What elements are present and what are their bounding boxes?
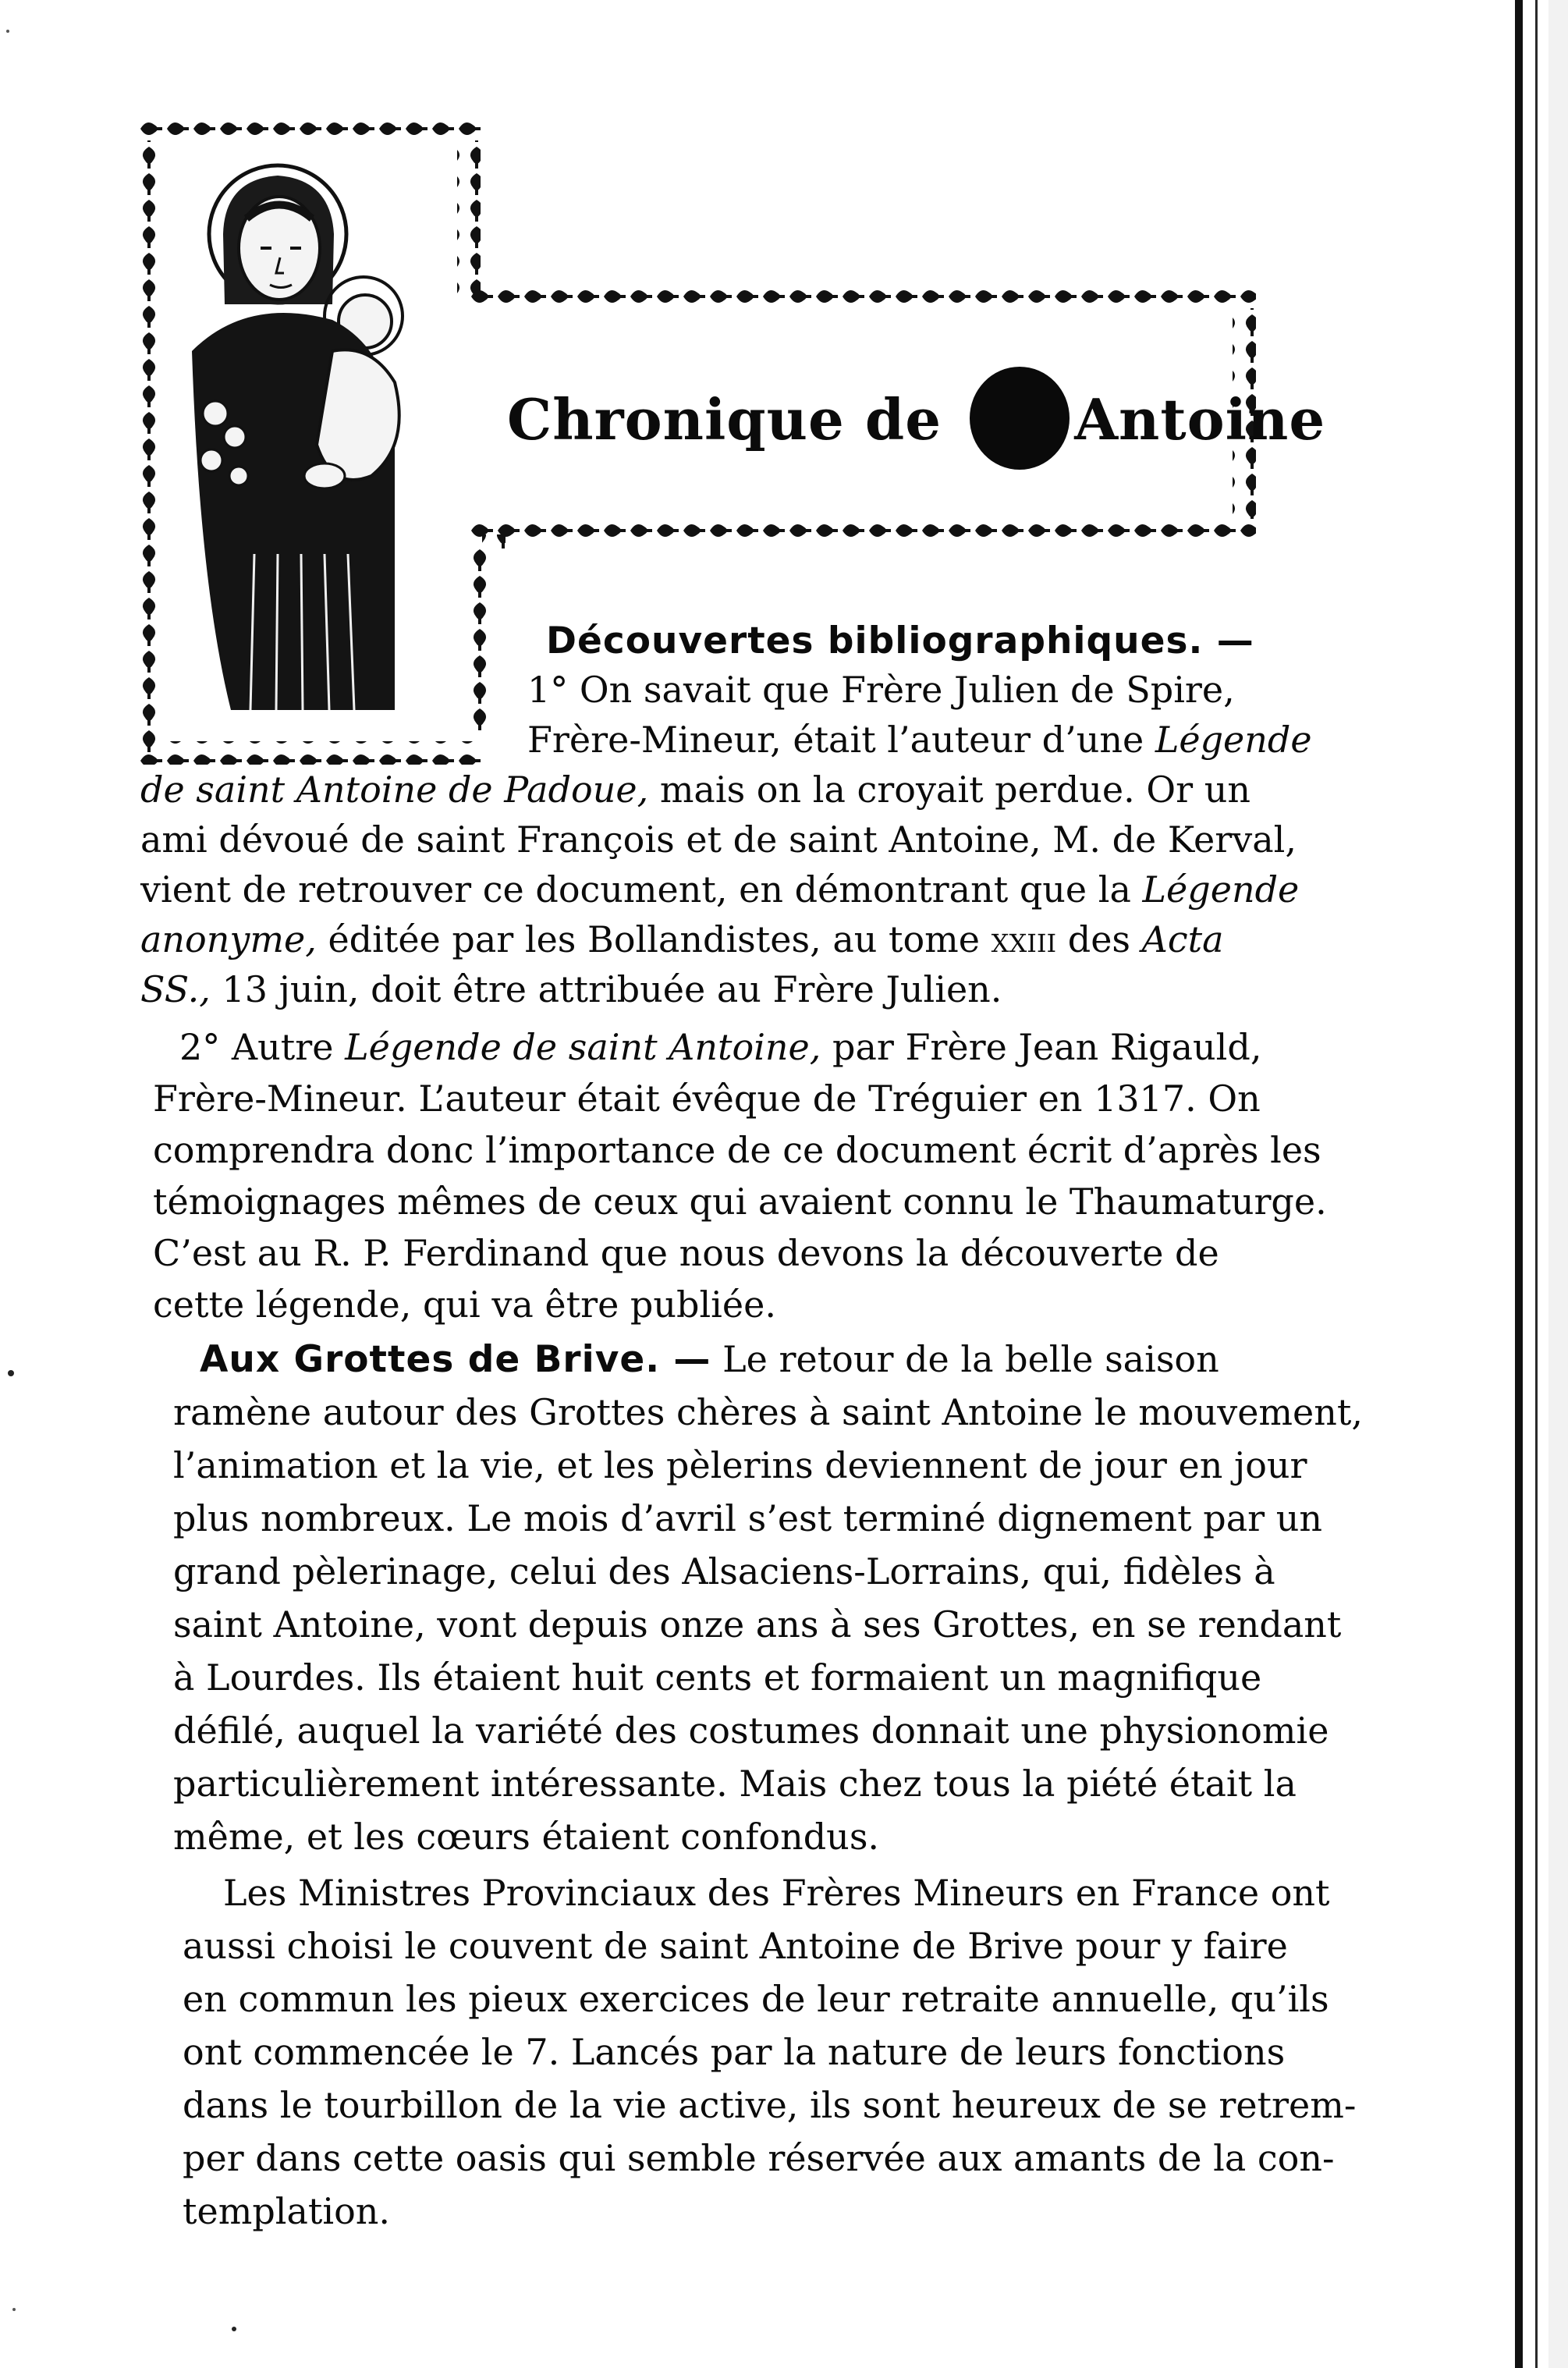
title-part-2: Antoine	[1074, 386, 1326, 453]
text-line: 2° Autre Légende de saint Antoine, par Frère Jean Rigauld,	[179, 1026, 1262, 1068]
text-line: particulièrement intéressante. Mais chez tous la piété était la	[173, 1763, 1297, 1805]
text-line: templation.	[183, 2190, 391, 2232]
text-line: Aux Grottes de Brive. — Le retour de la belle saison	[200, 1338, 1219, 1381]
section-title-decouvertes: Découvertes bibliographiques. —	[546, 620, 1254, 662]
text-line: ont commencée le 7. Lancés par la nature de leurs fonctions	[183, 2031, 1286, 2073]
text-line: de saint Antoine de Padoue, mais on la croyait perdue. Or un	[140, 769, 1250, 811]
text-line: l’animation et la vie, et les pèlerins deviennent de jour en jour	[173, 1444, 1307, 1486]
text-line: ami dévoué de saint François et de saint Antoine, M. de Kerval,	[140, 818, 1297, 861]
text-line: Frère-Mineur, était l’auteur d’une Légende	[527, 719, 1312, 761]
text-line: Les Ministres Provinciaux des Frères Mineurs en France ont	[223, 1872, 1330, 1914]
text-line: défilé, auquel la variété des costumes donnait une physionomie	[173, 1709, 1329, 1752]
text-line: en commun les pieux exercices de leur retraite annuelle, qu’ils	[183, 1978, 1329, 2020]
text-line: dans le tourbillon de la vie active, ils sont heureux de se retrem-	[183, 2084, 1357, 2126]
text-line: anonyme, éditée par les Bollandistes, au tome xxiii des Acta	[140, 918, 1224, 960]
text-line: saint Antoine, vont depuis onze ans à ses Grottes, en se rendant	[173, 1603, 1342, 1646]
text-line: 1° On savait que Frère Julien de Spire,	[527, 669, 1235, 711]
text-line: Frère-Mineur. L’auteur était évêque de Tréguier en 1317. On	[153, 1077, 1261, 1120]
text-line: ramène autour des Grottes chères à saint Antoine le mouvement,	[173, 1391, 1364, 1433]
text-line: témoignages mêmes de ceux qui avaient connu le Thaumaturge.	[153, 1180, 1327, 1223]
text-line: SS., 13 juin, doit être attribuée au Frère Julien.	[140, 968, 1002, 1010]
title-part-1: Chronique de	[507, 386, 942, 453]
text-line: per dans cette oasis qui semble réservée aux amants de la con-	[183, 2137, 1335, 2179]
text-line: aussi choisi le couvent de saint Antoine de Brive pour y faire	[183, 1925, 1288, 1967]
text-line: cette légende, qui va être publiée.	[153, 1283, 776, 1326]
text-line: même, et les cœurs étaient confondus.	[173, 1816, 880, 1858]
text-line: grand pèlerinage, celui des Alsaciens-Lorrains, qui, fidèles à	[173, 1550, 1275, 1592]
text-line: C’est au R. P. Ferdinand que nous devons la découverte de	[153, 1232, 1219, 1274]
section-title-grottes: Aux Grottes de Brive. —	[200, 1338, 711, 1381]
text-line: comprendra donc l’importance de ce document écrit d’après les	[153, 1129, 1321, 1171]
text-line: à Lourdes. Ils étaient huit cents et formaient un magnifique	[173, 1656, 1262, 1699]
text-line: plus nombreux. Le mois d’avril s’est terminé dignement par un	[173, 1497, 1323, 1539]
text-line: vient de retrouver ce document, en démontrant que la Légende	[140, 868, 1300, 911]
